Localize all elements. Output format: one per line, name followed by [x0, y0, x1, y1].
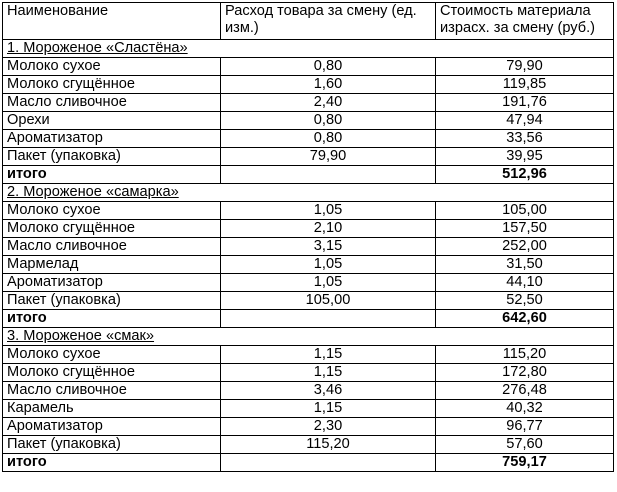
item-cost: 33,56 — [436, 130, 614, 148]
item-name: Пакет (упаковка) — [3, 292, 221, 310]
item-name: Молоко сгущённое — [3, 364, 221, 382]
table-row — [3, 220, 614, 238]
total-label: итого — [3, 166, 221, 184]
total-value: 512,96 — [436, 166, 614, 184]
item-cost: 157,50 — [436, 220, 614, 238]
header-name: Наименование — [3, 3, 221, 40]
item-quantity: 1,15 — [221, 346, 436, 364]
item-name: Масло сливочное — [3, 238, 221, 256]
item-cost: 39,95 — [436, 148, 614, 166]
header-quantity: Расход товара за смену (ед. изм.) — [221, 3, 436, 40]
section-title: 3. Мороженое «смак» — [3, 328, 614, 346]
item-cost: 276,48 — [436, 382, 614, 400]
table-row — [3, 58, 614, 76]
item-name: Пакет (упаковка) — [3, 436, 221, 454]
item-quantity: 3,46 — [221, 382, 436, 400]
item-quantity: 105,00 — [221, 292, 436, 310]
total-empty-cell — [221, 454, 436, 472]
item-cost: 105,00 — [436, 202, 614, 220]
item-cost: 191,76 — [436, 94, 614, 112]
table-row — [3, 364, 614, 382]
item-name: Ароматизатор — [3, 274, 221, 292]
item-cost: 115,20 — [436, 346, 614, 364]
table-row — [3, 418, 614, 436]
item-name: Молоко сухое — [3, 202, 221, 220]
header-cost: Стоимость материала израсх. за смену (руб.) — [436, 3, 614, 40]
item-quantity: 1,05 — [221, 202, 436, 220]
section-title-row — [3, 328, 614, 346]
item-quantity: 1,05 — [221, 256, 436, 274]
item-name: Молоко сгущённое — [3, 76, 221, 94]
table-row — [3, 400, 614, 418]
cost-table-body — [3, 3, 614, 472]
item-quantity: 2,10 — [221, 220, 436, 238]
item-name: Масло сливочное — [3, 94, 221, 112]
item-cost: 52,50 — [436, 292, 614, 310]
table-row — [3, 130, 614, 148]
item-name: Масло сливочное — [3, 382, 221, 400]
table-row — [3, 274, 614, 292]
total-empty-cell — [221, 310, 436, 328]
item-cost: 40,32 — [436, 400, 614, 418]
item-quantity: 115,20 — [221, 436, 436, 454]
table-row — [3, 112, 614, 130]
item-quantity: 0,80 — [221, 58, 436, 76]
total-value: 642,60 — [436, 310, 614, 328]
table-row — [3, 292, 614, 310]
item-quantity: 1,15 — [221, 364, 436, 382]
item-name: Мармелад — [3, 256, 221, 274]
item-name: Пакет (упаковка) — [3, 148, 221, 166]
item-name: Молоко сухое — [3, 346, 221, 364]
item-cost: 31,50 — [436, 256, 614, 274]
item-quantity: 1,05 — [221, 274, 436, 292]
table-row — [3, 346, 614, 364]
table-row — [3, 202, 614, 220]
total-label: итого — [3, 454, 221, 472]
item-cost: 44,10 — [436, 274, 614, 292]
total-label: итого — [3, 310, 221, 328]
item-cost: 119,85 — [436, 76, 614, 94]
item-name: Молоко сгущённое — [3, 220, 221, 238]
total-row — [3, 454, 614, 472]
item-quantity: 79,90 — [221, 148, 436, 166]
item-quantity: 1,60 — [221, 76, 436, 94]
section-title: 1. Мороженое «Сластёна» — [3, 40, 614, 58]
total-row — [3, 310, 614, 328]
item-cost: 79,90 — [436, 58, 614, 76]
item-quantity: 2,40 — [221, 94, 436, 112]
item-name: Карамель — [3, 400, 221, 418]
item-cost: 57,60 — [436, 436, 614, 454]
item-name: Ароматизатор — [3, 418, 221, 436]
table-row — [3, 94, 614, 112]
table-row — [3, 148, 614, 166]
total-value: 759,17 — [436, 454, 614, 472]
item-quantity: 0,80 — [221, 112, 436, 130]
item-quantity: 2,30 — [221, 418, 436, 436]
section-title-row — [3, 184, 614, 202]
cost-table — [2, 2, 614, 472]
item-name: Ароматизатор — [3, 130, 221, 148]
table-header-row — [3, 3, 614, 40]
table-row — [3, 76, 614, 94]
item-name: Молоко сухое — [3, 58, 221, 76]
item-quantity: 0,80 — [221, 130, 436, 148]
table-row — [3, 436, 614, 454]
total-row — [3, 166, 614, 184]
item-quantity: 3,15 — [221, 238, 436, 256]
item-cost: 47,94 — [436, 112, 614, 130]
table-row — [3, 382, 614, 400]
section-title: 2. Мороженое «самарка» — [3, 184, 614, 202]
item-cost: 96,77 — [436, 418, 614, 436]
section-title-row — [3, 40, 614, 58]
item-cost: 172,80 — [436, 364, 614, 382]
table-row — [3, 256, 614, 274]
total-empty-cell — [221, 166, 436, 184]
item-cost: 252,00 — [436, 238, 614, 256]
item-name: Орехи — [3, 112, 221, 130]
table-row — [3, 238, 614, 256]
item-quantity: 1,15 — [221, 400, 436, 418]
